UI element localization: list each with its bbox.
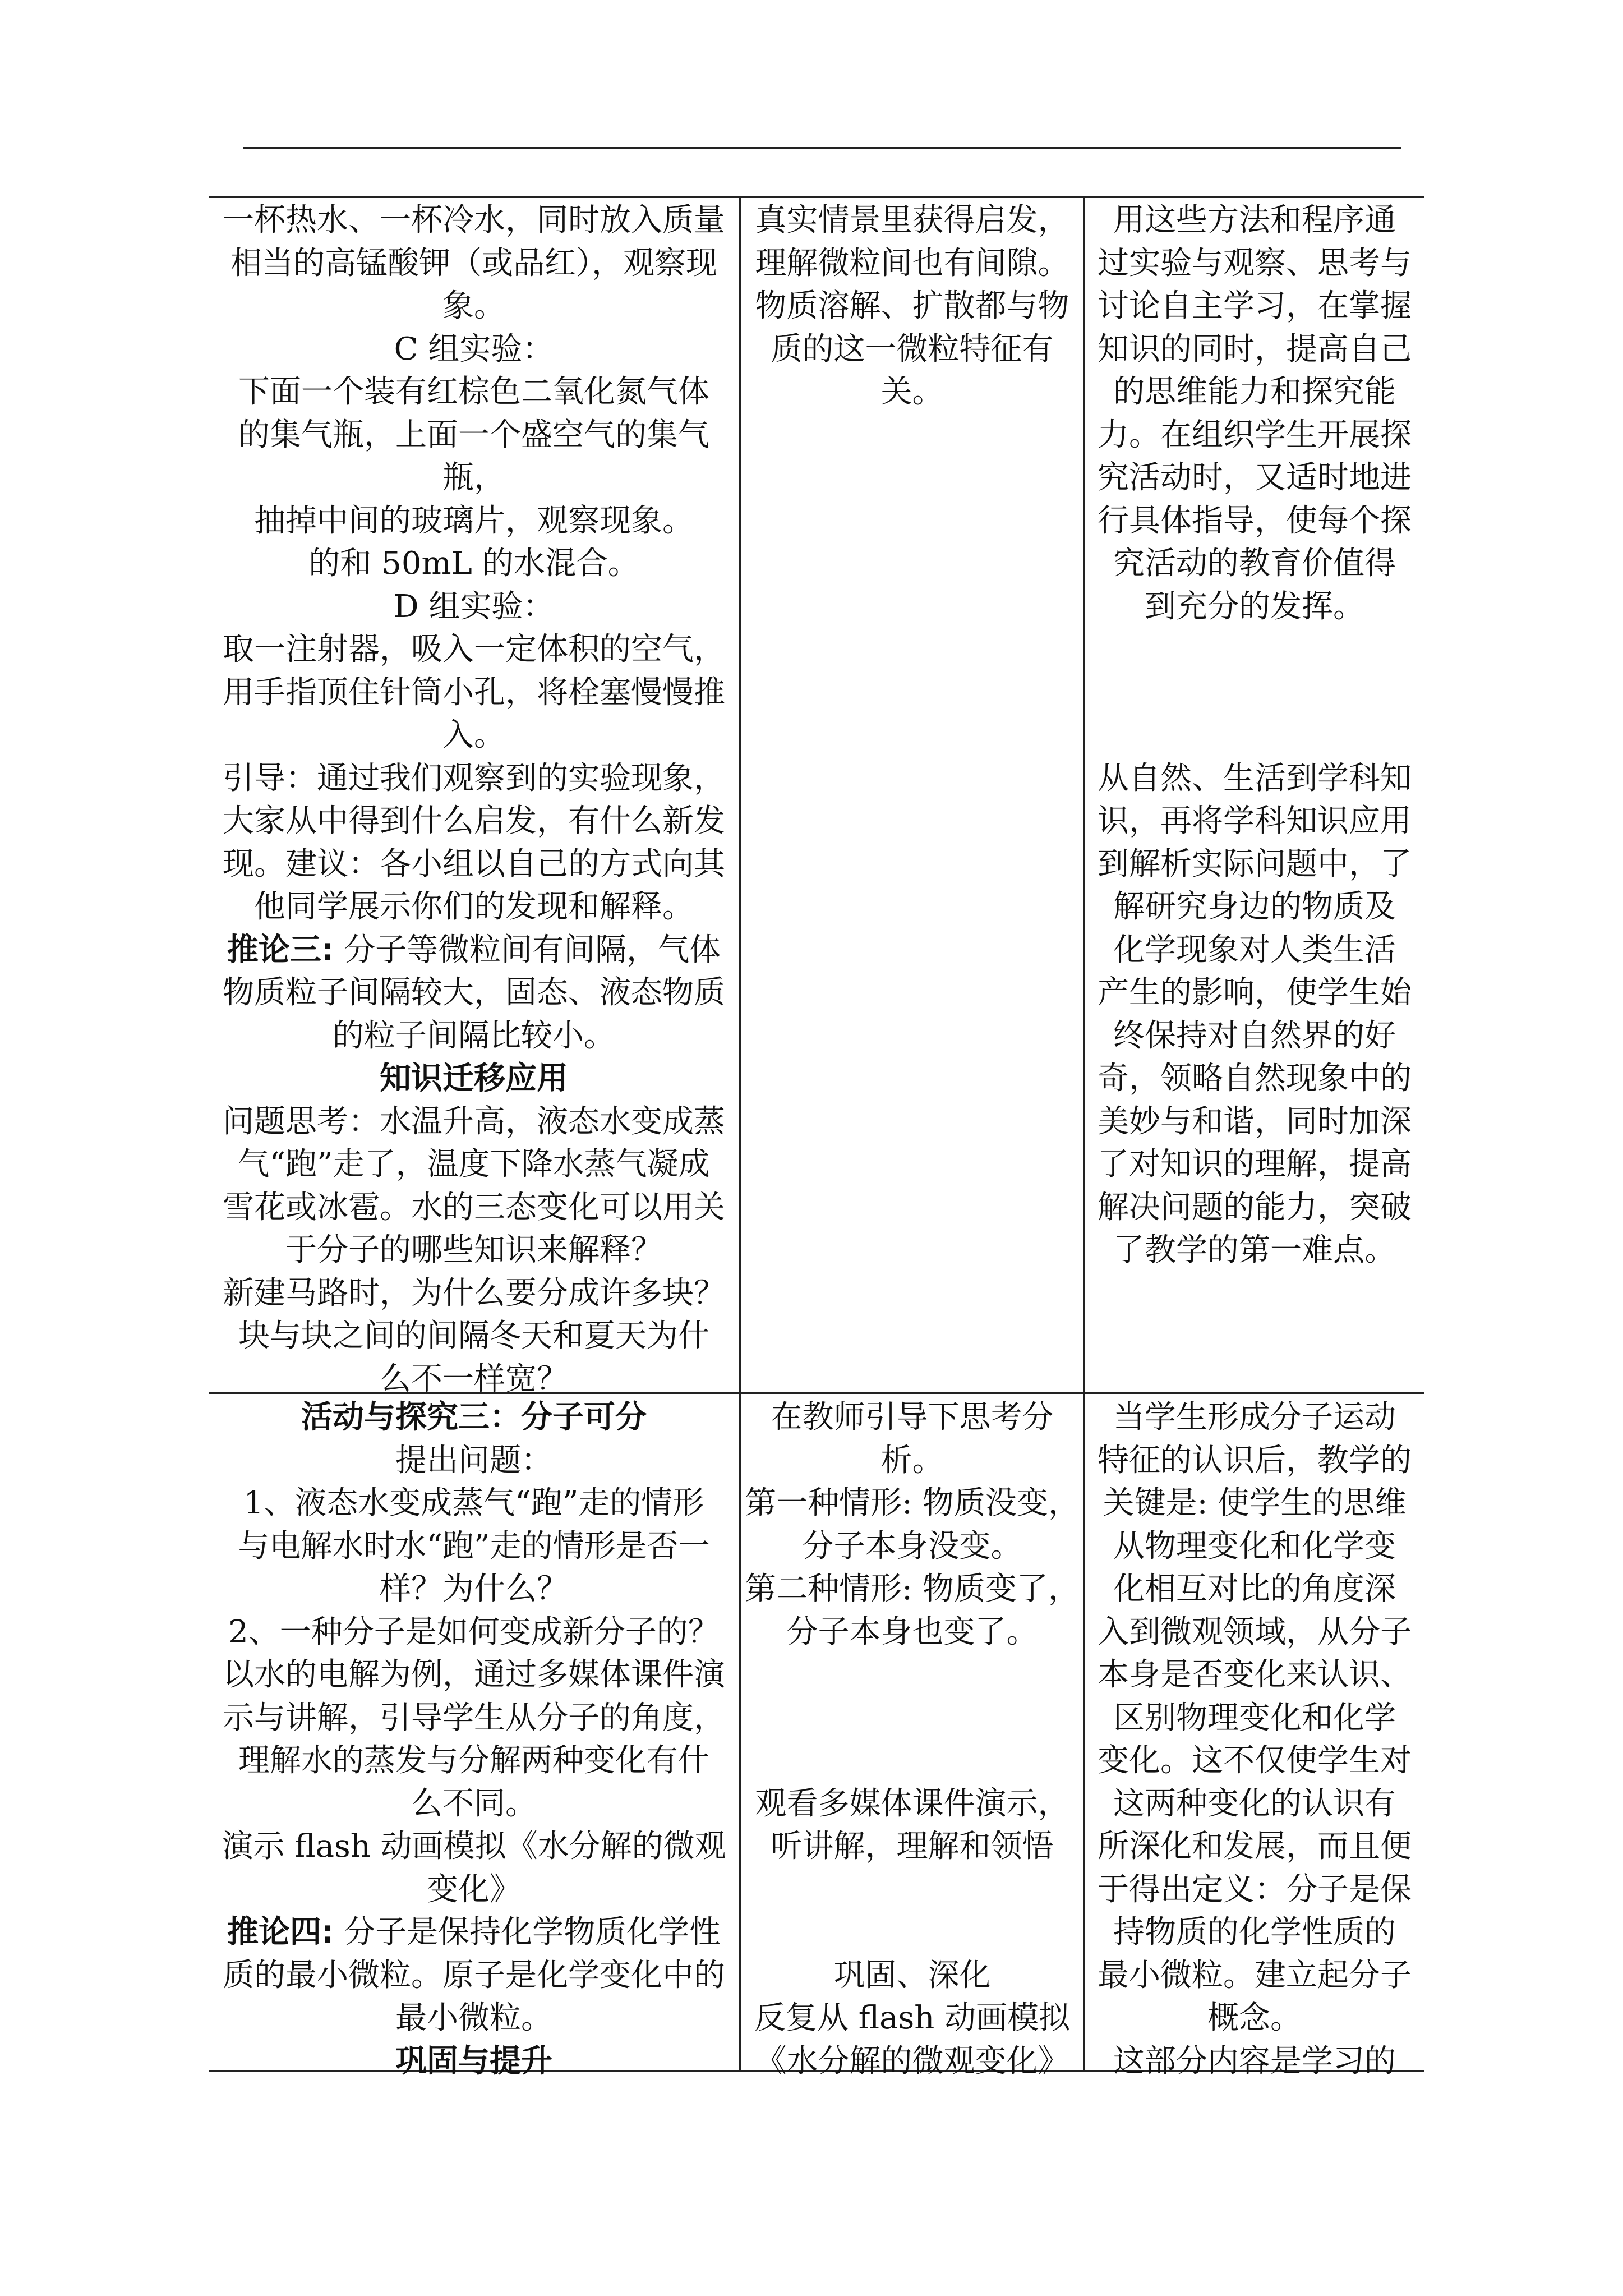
text-line: 象。 (442, 288, 505, 324)
text-line: 抽掉中间的玻璃片，观察现象。 (254, 502, 694, 539)
text-line: 引导：通过我们观察到的实验现象， (223, 760, 725, 797)
text-line: 理解水的蒸发与分解两种变化有什 (238, 1742, 709, 1779)
text-line: 么不同。 (411, 1785, 537, 1822)
text-line: 质的这一微粒特征有 (771, 330, 1054, 367)
text-line: 奇，领略自然现象中的 (1098, 1060, 1412, 1097)
text-line: 最小微粒。建立起分子 (1098, 1957, 1412, 1994)
text-line: 化相互对比的角度深 (1113, 1571, 1396, 1607)
text-line: 终保持对自然界的好 (1113, 1017, 1396, 1054)
text-line: 巩固、深化 (833, 1957, 991, 1994)
text-line: 他同学展示你们的发现和解释。 (254, 889, 694, 925)
row1-student-activity-cell (741, 199, 1083, 414)
text-line: 物质粒子间隔较大，固态、液态物质 (223, 974, 725, 1011)
group-c-heading: C 组实验： (394, 330, 554, 367)
text-line: 究活动的教育价值得 (1113, 545, 1396, 582)
text-line: 最小微粒。 (395, 2000, 552, 2036)
text-line: 分子本身也变了。 (786, 1613, 1038, 1650)
text-line: 用这些方法和程序通 (1113, 202, 1396, 238)
text-line: 与电解水时水“跑”走的情形是否一 (238, 1527, 710, 1565)
row2-design-intent-cell (1085, 1396, 1424, 2083)
text-line: 质的最小微粒。原子是化学变化中的 (223, 1957, 725, 1994)
text-line: 美妙与和谐，同时加深 (1098, 1103, 1412, 1140)
text-line: 么不一样宽？ (380, 1360, 568, 1397)
text-line: 的和 50mL 的水混合。 (308, 545, 639, 582)
text-line: 解决问题的能力，突破 (1098, 1189, 1412, 1226)
text-line: 物质溶解、扩散都与物 (755, 288, 1069, 324)
blank-line (741, 1654, 1083, 1740)
text-line: 听讲解，理解和领悟 (771, 1828, 1054, 1865)
text-line: 样？为什么？ (380, 1571, 568, 1607)
text-line: 当学生形成分子运动 (1113, 1399, 1396, 1435)
text-line: 识，再将学科知识应用 (1098, 803, 1412, 839)
text-line: 于得出定义：分子是保 (1098, 1871, 1412, 1908)
text-line: 了教学的第一难点。 (1113, 1232, 1396, 1268)
text-line: 究活动时，又适时地进 (1098, 459, 1412, 496)
text-line: 取一注射器，吸入一定体积的空气， (223, 631, 725, 668)
text-line: 变化》 (427, 1871, 521, 1908)
text-line: 现。建议：各小组以自己的方式向其 (223, 845, 725, 882)
text-line: 的粒子间隔比较小。 (333, 1017, 615, 1054)
text-line: 入到微观领域，从分子 (1098, 1613, 1412, 1650)
text-line: 知识的同时，提高自己 (1098, 330, 1412, 367)
table-top-border (209, 196, 1424, 198)
text-line: 的思维能力和探究能 (1113, 374, 1396, 410)
blank-line (1085, 671, 1424, 757)
text-line: 反复从 flash 动画模拟 (754, 2000, 1071, 2036)
text-line: 相当的高锰酸钾（或品红），观察现 (230, 245, 717, 282)
text-line: 观看多媒体课件演示， (755, 1785, 1069, 1822)
text-line: 这两种变化的认识有 (1113, 1785, 1396, 1822)
text-line: 理解微粒间也有间隙。 (755, 245, 1069, 282)
text-line: 真实情景里获得启发， (755, 202, 1069, 238)
text-line: 变化。这不仅使学生对 (1098, 1742, 1412, 1779)
inference-four (209, 1911, 739, 1954)
text-line: 概念。 (1207, 2000, 1302, 2036)
text-line: 下面一个装有红棕色二氧化氮气体 (238, 374, 709, 410)
text-line: 到充分的发挥。 (1145, 588, 1364, 625)
text-line: 在教师引导下思考分 (771, 1399, 1054, 1435)
text-line: 从物理变化和化学变 (1113, 1527, 1396, 1565)
text-line: 示与讲解，引导学生从分子的角度， (223, 1699, 725, 1736)
text-line: 分子等微粒间有间隔，气体 (334, 931, 721, 968)
text-line: 行具体指导，使每个探 (1098, 502, 1412, 539)
text-line: 块与块之间的间隔冬天和夏天为什 (238, 1318, 709, 1354)
text-line: 问题思考：水温升高，液态水变成蒸 (223, 1103, 725, 1140)
text-line: 以水的电解为例，通过多媒体课件演 (223, 1657, 725, 1693)
text-line: 气“跑”走了，温度下降水蒸气凝成 (238, 1146, 710, 1182)
text-line: 析。 (880, 1442, 944, 1479)
text-line: 入。 (442, 717, 505, 753)
text-line: 从自然、生活到学科知 (1098, 760, 1412, 797)
text-line: 2、一种分子是如何变成新分子的？ (228, 1613, 720, 1650)
text-line: 分子是保持化学物质化学性 (334, 1914, 721, 1950)
row1-design-intent-cell (1085, 199, 1424, 1272)
header-rule (243, 147, 1401, 149)
text-line: 所深化和发展，而且便 (1098, 1828, 1412, 1865)
text-line: 关。 (880, 374, 944, 410)
text-line: 1、液态水变成蒸气“跑”走的情形 (243, 1485, 704, 1521)
text-line: 提出问题： (395, 1442, 552, 1479)
text-line: 第二种情形: 物质变了， (745, 1571, 1080, 1607)
blank-line (741, 1869, 1083, 1954)
text-line: 关键是: 使学生的思维 (1103, 1485, 1407, 1521)
text-line: 雪花或冰雹。水的三态变化可以用关 (223, 1189, 725, 1226)
inference-three-label: 推论三: (227, 931, 334, 968)
row1-teacher-activity-cell (209, 199, 739, 1401)
inference-three (209, 929, 739, 972)
text-line: 本身是否变化来认识、 (1098, 1657, 1412, 1693)
knowledge-transfer-heading: 知识迁移应用 (380, 1060, 568, 1097)
text-line: 分子本身没变。 (802, 1527, 1022, 1565)
text-line: 产生的影响，使学生始 (1098, 974, 1412, 1011)
text-line: 区别物理变化和化学 (1113, 1699, 1396, 1736)
activity-three-heading: 活动与探究三：分子可分 (301, 1399, 647, 1435)
text-line: 一杯热水、一杯冷水，同时放入质量 (223, 202, 725, 238)
text-line: 第一种情形: 物质没变， (745, 1485, 1080, 1521)
text-line: 这部分内容是学习的 (1113, 2042, 1396, 2079)
text-line: 于分子的哪些知识来解释？ (285, 1232, 662, 1268)
text-line: 化学现象对人类生活 (1113, 931, 1396, 968)
text-line: 演示 flash 动画模拟《水分解的微观 (222, 1828, 726, 1865)
row2-teacher-activity-cell (209, 1396, 739, 2083)
text-line: 《水分解的微观变化》 (755, 2042, 1069, 2079)
text-line: 大家从中得到什么启发，有什么新发 (223, 803, 725, 839)
inference-four-label: 推论四: (227, 1914, 334, 1950)
text-line: 持物质的化学性质的 (1113, 1914, 1396, 1950)
text-line: 新建马路时，为什么要分成许多块？ (223, 1274, 725, 1312)
row2-student-activity-cell (741, 1396, 1083, 2083)
text-line: 用手指顶住针筒小孔，将栓塞慢慢推 (223, 674, 725, 711)
text-line: 到解析实际问题中，了 (1098, 845, 1412, 882)
text-line: 讨论自主学习，在掌握 (1098, 288, 1412, 324)
text-line: 的集气瓶，上面一个盛空气的集气瓶， (238, 416, 709, 496)
text-line: 力。在组织学生开展探 (1098, 416, 1412, 453)
text-line: 解研究身边的物质及 (1113, 889, 1396, 925)
text-line: 特征的认识后，教学的 (1098, 1442, 1412, 1479)
blank-line (1085, 628, 1424, 671)
blank-line (741, 1740, 1083, 1783)
text-line: 过实验与观察、思考与 (1098, 245, 1412, 282)
consolidate-heading: 巩固与提升 (395, 2042, 552, 2079)
group-d-heading: D 组实验： (393, 588, 555, 625)
text-line: 了对知识的理解，提高 (1098, 1146, 1412, 1182)
